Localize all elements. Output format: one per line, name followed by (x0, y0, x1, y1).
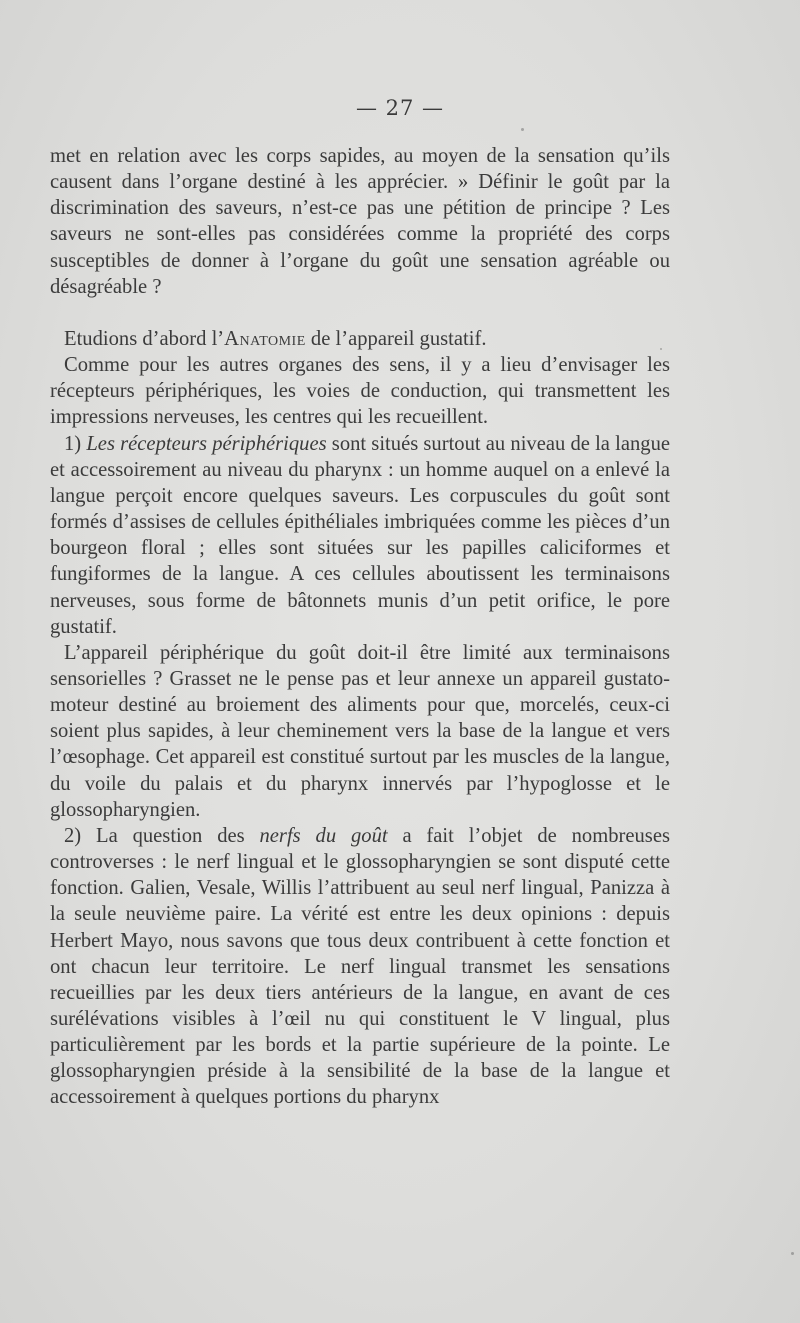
paragraph-6-text: a fait l’objet de nombreuses controverses : le nerf lingual et le glossopharyngien se sont disputé cette fonction. Galien, Vesale, Willis l’attribuent au seul nerf lingual, Panizza à la seule neuvième paire. La vérité est entre les deux opinions : depuis Herbert Mayo, nous savons que tous deux contribuent à cette fonction et ont chacun leur territoire. Le nerf lingual transmet les sensations recueillies par les deux tiers antérieurs de la langue, en avant de ces surélévations visibles à l’œil nu qui constituent le V lingual, plus particulièrement par les bords et la partie supérieure de la pointe. Le glossopharyngien préside à la sensibilité de la base de la langue et accessoirement à quelques portions du pharynx (50, 824, 670, 1109)
paragraph-6-number: 2) La question des (64, 824, 260, 847)
paragraph-4-text: sont situés surtout au niveau de la langue et accessoirement au niveau du pharynx : un homme auquel on a enlevé la langue perçoit encore quelques saveurs. Les corpuscules du goût sont formés d’assises de cellules épithéliales imbriquées comme les pièces d’un bourgeon floral ; elles sont situées sur les papilles caliciformes et fungiformes de la langue. A ces cellules aboutissent les terminaisons nerveuses, sous forme de bâtonnets munis d’un petit orifice, le pore gustatif. (50, 432, 671, 638)
paragraph-6 (50, 823, 670, 1111)
paragraph-4 (50, 431, 670, 640)
anatomie-small-caps: Anatomie (224, 327, 306, 350)
paragraph-1 (50, 143, 670, 300)
paper-speck (791, 1252, 794, 1255)
paragraph-3-text: Comme pour les autres organes des sens, il y a lieu d’envisager les récepteurs périphériques, les voies de conduction, qui transmettent les impressions nerveuses, les centres qui les recueillent. (50, 354, 670, 429)
page-number: — 27 — (355, 96, 445, 120)
paragraph-5-text: L’appareil périphérique du goût doit-il être limité aux terminaisons sensorielles ? Grasset ne le pense pas et leur annexe un appareil gustato-moteur destiné au broiement des aliments pour que, morcelés, ceux-ci soient plus sapides, à leur cheminement vers la base de la langue et vers l’œsophage. Cet appareil est constitué surtout par les muscles de la langue, du voile du palais et du pharynx innervés par l’hypoglosse et le glossopharyngien. (50, 641, 670, 821)
paper-speck (521, 128, 524, 131)
paragraph-1-text: met en relation avec les corps sapides, au moyen de la sensation qu’ils causent dans l’organe destiné à les apprécier. » Définir le goût par la discrimination des saveurs, n’est-ce pas une pétition de principe ? Les saveurs ne sont-elles pas considérées comme la propriété des corps susceptibles de donner à l’organe du goût une sensation agréable ou désagréable ? (50, 145, 670, 298)
paragraph-5 (50, 640, 670, 823)
body-text (50, 143, 670, 1111)
paragraph-2-text-a: Etudions d’abord l’ (64, 327, 225, 350)
paragraph-2 (50, 326, 670, 352)
paragraph-6-italic-heading: nerfs du goût (259, 824, 388, 847)
paragraph-2-text-b: de l’appareil gustatif. (305, 327, 487, 350)
paragraph-4-number: 1) (64, 432, 87, 455)
paper-speck (660, 348, 662, 350)
paragraph-3 (50, 352, 670, 430)
paragraph-gap (50, 300, 670, 326)
paragraph-4-italic-heading: Les récepteurs périphériques (86, 432, 327, 455)
